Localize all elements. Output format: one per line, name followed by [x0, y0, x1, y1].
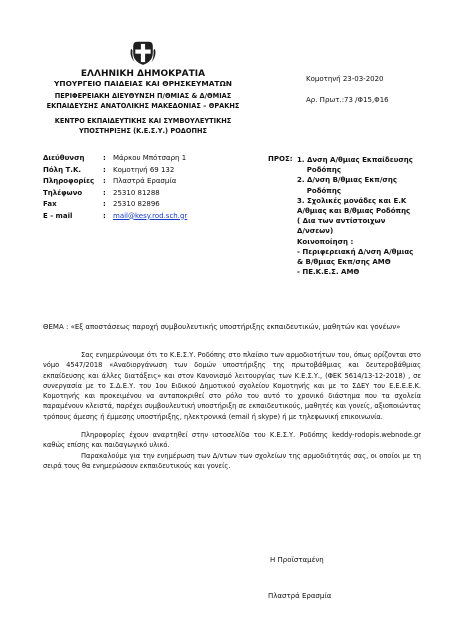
contact-label: Fax [43, 200, 57, 208]
contact-row: E - mail : mail@kesy.rod.sch.gr [43, 211, 187, 223]
ministry-header [43, 69, 243, 89]
center-header [43, 116, 243, 136]
recipient-line: Ροδόπης [297, 166, 341, 175]
directorate-line-2: ΕΚΠΑΙΔΕΥΣΗΣ ΑΝΑΤΟΛΙΚΗΣ ΜΑΚΕΔΟΝΙΑΣ – ΘΡΑΚΗΣ [46, 102, 240, 110]
contact-row: Διεύθυνση : Μάρκου Μπότσαρη 1 [43, 153, 187, 165]
center-line-1: ΚΕΝΤΡΟ ΕΚΠΑΙΔΕΥΤΙΚΗΣ ΚΑΙ ΣΥΜΒΟΥΛΕΥΤΙΚΗΣ [54, 117, 232, 125]
recipient-line: Ροδόπης [297, 186, 341, 195]
recipient-line: Κοινοποίηση : [297, 237, 354, 246]
recipients-label: ΠΡΟΣ: [268, 155, 293, 163]
directorate-line-1: ΠΕΡΙΦΕΡΕΙΑΚΗ ΔΙΕΥΘΥΝΣΗ Π/ΘΜΙΑΣ & Δ/ΘΜΙΑΣ [54, 92, 232, 100]
document-date: Κομοτηνή 23-03-2020 [306, 75, 384, 83]
contact-label: Πληροφορίες [43, 177, 95, 185]
ministry-title: ΥΠΟΥΡΓΕΙΟ ΠΑΙΔΕΙΑΣ ΚΑΙ ΘΡΗΣΚΕΥΜΑΤΩΝ [54, 79, 232, 88]
body-paragraph: Σας ενημερώνουμε ότι το Κ.Ε.Σ.Υ. Ροδόπης στο πλαίσιο των αρμοδιοτήτων του, όπως ορίζονται στο νόμο 4547/2018 «Αναδιοργάνωση των δομών υποστήριξης της πρωτοβάθμιας και δευτεροβάθμιας εκπαίδευσης και άλλες διατάξεις» και στον Κανονισμό λειτουργίας των Κ.Ε.Σ.Υ., (ΦΕΚ 5614/13-12-2018) , σε συνεργασία με το Σ.Δ.Ε.Υ. του 1ου Ειδικού Δημοτικού σχολείου Κομοτηνής και με το ΣΔΕΥ του Ε.Ε.Ε.Ε.Κ. Κομοτηνής και προκειμένου να ανταποκριθεί στο ρόλο του αυτό το χρονικό διάστημα που τα σχολεία παραμένουν κλειστά, παρέχει συμβουλευτική υποστήριξη σε εκπαιδευτικούς, μαθητές και γονείς, αξιοποιώντας τρόπους άμεσης ή έμμεσης υποστήριξης, ηλεκτρονικά (email ή skype) ή με τηλεφωνική επικοινωνία. [43, 351, 421, 421]
email-link[interactable]: mail@kesy.rod.sch.gr [113, 211, 188, 220]
center-line-2: ΥΠΟΣΤΗΡΙΞΗΣ (Κ.Ε.Σ.Υ.) ΡΟΔΟΠΗΣ [78, 127, 208, 135]
contact-row: Πληροφορίες : Πλαστρά Ερασμία [43, 176, 187, 188]
recipient-line: 3. Σχολικές μονάδες και Ε.Κ [297, 196, 407, 205]
greek-coat-of-arms-icon [129, 39, 157, 67]
contact-label: Πόλη Τ.Κ. [43, 165, 82, 174]
contact-value: 25310 81288 [113, 188, 160, 197]
contact-label: E - mail [43, 211, 73, 220]
contact-block [43, 153, 187, 222]
recipient-line: & Β/θμιας Εκπ/σης ΑΜΘ [297, 258, 391, 267]
subject-line: ΘΕΜΑ : «Εξ αποστάσεως παροχή συμβουλευτικής υποστήριξης εκπαιδευτικών, μαθητών και γονέων» [43, 323, 401, 331]
directorate-header [43, 91, 243, 111]
contact-value: Πλαστρά Ερασμία [113, 177, 177, 185]
contact-value: Κομοτηνή 69 132 [113, 165, 175, 174]
contact-value: Μάρκου Μπότσαρη 1 [113, 154, 187, 162]
protocol-number: Αρ. Πρωτ.:73 /Φ15,Φ16 [306, 96, 389, 104]
signature-name: Πλαστρά Ερασμία [268, 592, 332, 600]
recipient-line: ( Δια των αντίστοιχων [297, 217, 386, 226]
recipient-line: Α/θμιας και Β/θμιας Ροδόπης [297, 207, 411, 216]
contact-label: Διεύθυνση [43, 154, 85, 162]
contact-value: 25310 82896 [113, 200, 160, 208]
contact-row: Fax : 25310 82896 [43, 199, 187, 211]
contact-row: Πόλη Τ.Κ. : Κομοτηνή 69 132 [43, 165, 187, 177]
body-paragraph: Παρακαλούμε για την ενημέρωση των Δ/ντων των σχολείων της αρμοδιότητάς σας, οι οποίοι με τη σειρά τους θα ενημερώσουν εκπαιδευτικούς και γονείς. [43, 451, 421, 470]
recipients-list [297, 155, 447, 277]
contact-row: Τηλέφωνο : 25310 81288 [43, 188, 187, 200]
recipient-line: - ΠΕ.Κ.Ε.Σ. ΑΜΘ [297, 268, 360, 277]
body-paragraph: Πληροφορίες έχουν αναρτηθεί στην ιστοσελίδα του Κ.Ε.Σ.Υ. Ροδόπης keddy-rodopis.webnode.gr καθώς επίσης και παιδαγωγικό υλικό. [43, 431, 421, 450]
contact-label: Τηλέφωνο [43, 188, 83, 197]
letter-body [43, 350, 421, 479]
recipient-line: Δ/νσεων) [297, 227, 334, 236]
recipient-line: 2. Δ/νση Β/θμιας Εκπ/σης [297, 176, 397, 185]
signature-title: Η Προϊσταμένη [270, 556, 324, 564]
recipient-line: - Περιφερειακή Δ/νση Α/θμιας [297, 247, 414, 256]
republic-title: ΕΛΛΗΝΙΚΗ ΔΗΜΟΚΡΑΤΙΑ [80, 69, 206, 79]
recipient-line: 1. Δνση Α/θμιας Εκπαίδευσης [297, 156, 413, 164]
